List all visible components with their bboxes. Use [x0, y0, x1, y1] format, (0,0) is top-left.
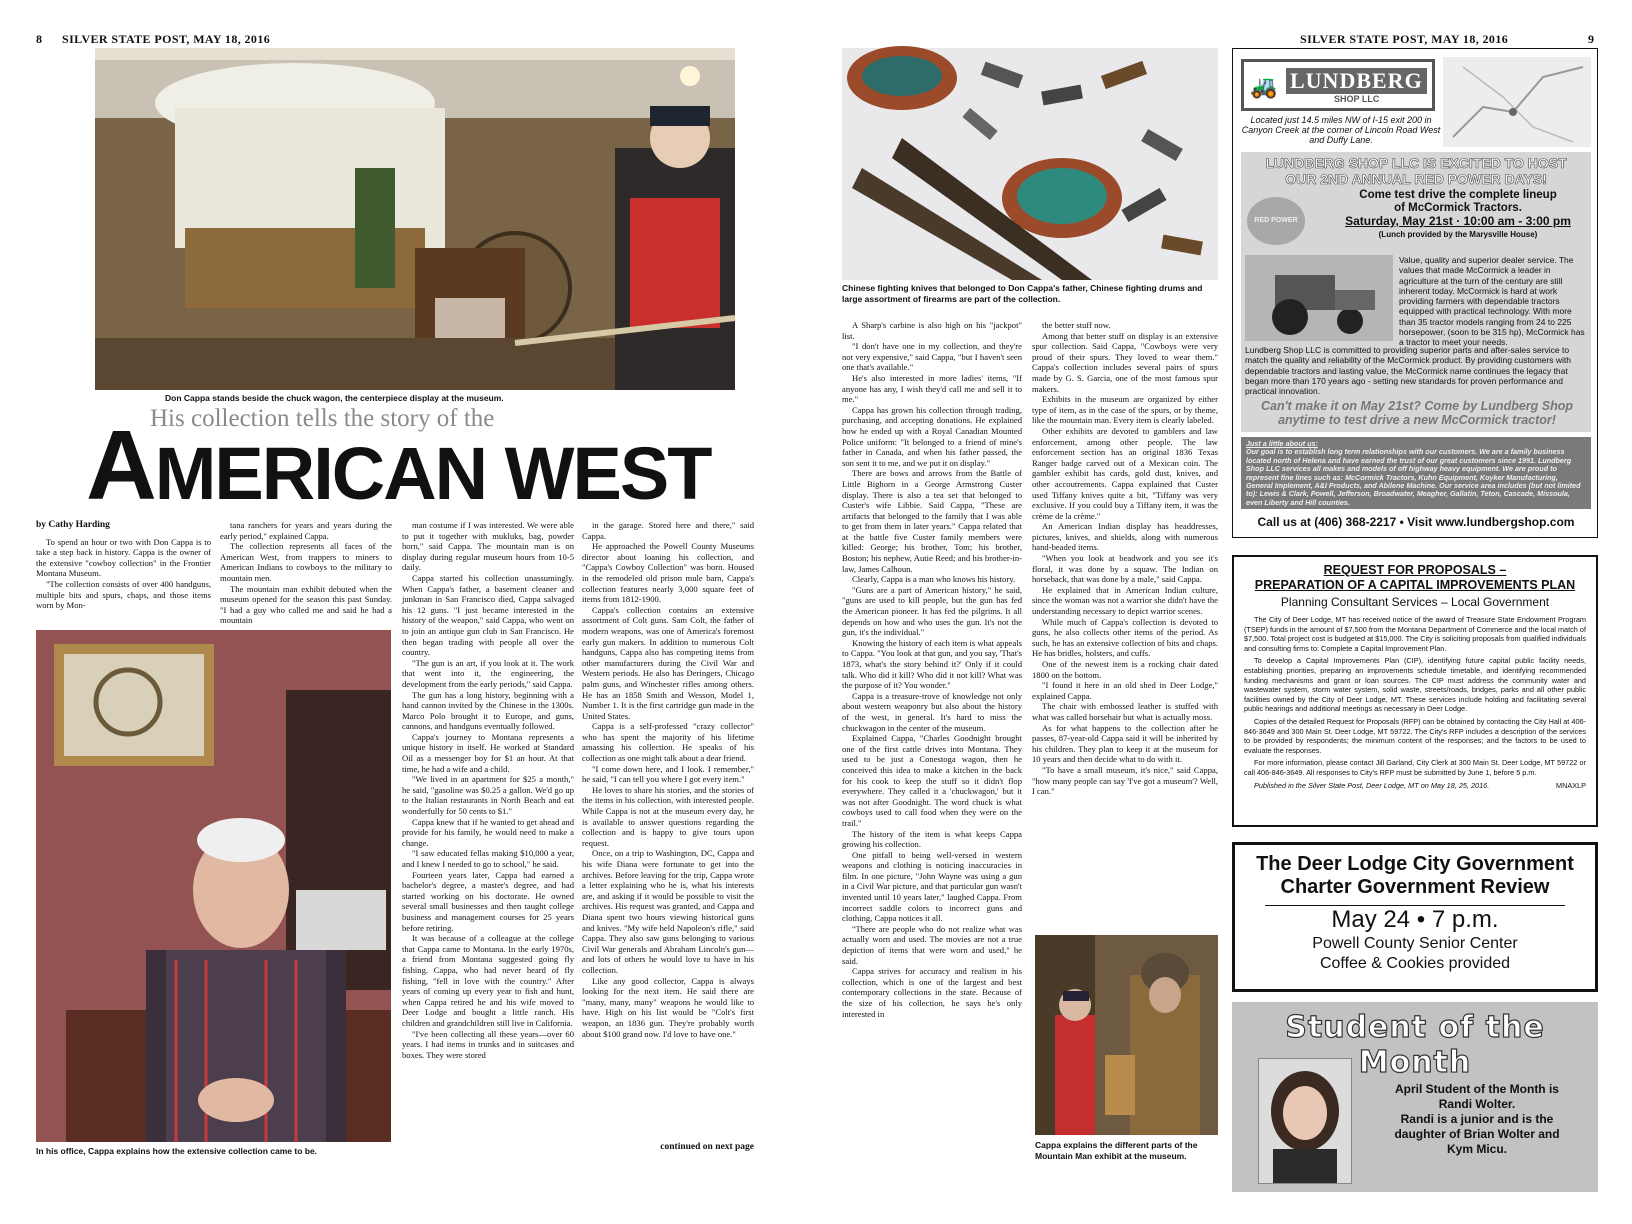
continued-note: continued on next page — [660, 1142, 754, 1152]
paragraph: An American Indian display has headdresses, pictures, knives, and shields, along with numerous hand-beaded items. — [1032, 521, 1218, 553]
paragraph: Exhibits in the museum are organized by either type of item, as in the case of the spurs, or by theme, like the mountain man. Every item is clearly labeled. — [1032, 394, 1218, 426]
student-of-month-box — [1232, 1002, 1598, 1192]
paragraph: "We lived in an apartment for $25 a month," he said, "gasoline was $0.25 a gallon. We'd go up to the Italian restaurants in North Beach and eat wonderfully for 50 cents to $1." — [402, 774, 574, 817]
student-description — [1372, 1082, 1582, 1157]
rfp-title-2: PREPARATION OF A CAPITAL IMPROVEMENTS PLAN — [1254, 578, 1576, 592]
about-text: Our goal is to establish long term relationships with our customers. We are a family business located north of Helena and have earned the trust of our great customers since 1991. Lundberg Shop LLC services all makes and models of off highway heavy equipment. We are proud to represent fine lines such as: McCormick Tractors, Kuhn Equipment, Koyker Manufacturing, General Implement, A&I Products, and Abilene Machine. Our service area includes (but not limited to): Lewis & Clark, Powell, Jefferson, Broadwater, Meagher, Gallatin, Teton, Cascade, Missoula, even Liberty and Hill counties. — [1246, 447, 1581, 507]
student-line: April Student of the Month is — [1395, 1082, 1559, 1096]
paragraph: "I saw educated fellas making $10,000 a year, and I knew I needed to go to school," he said. — [402, 848, 574, 869]
charter-review-ad — [1232, 842, 1598, 992]
article-column-4 — [582, 520, 754, 1142]
paragraph: "I found it here in an old shed in Deer Lodge," explained Cappa. — [1032, 680, 1218, 701]
student-photo — [1258, 1058, 1352, 1184]
charter-title-2: Charter Government Review — [1280, 876, 1550, 898]
ad-about-box — [1241, 437, 1591, 509]
paragraph: Cappa is a self-professed "crazy collector" who has spent the majority of his lifetime amassing his collection. He speaks of his collection as one might talk about a dear friend. — [582, 721, 754, 764]
article-column-5 — [842, 320, 1022, 1165]
rfp-pub-text: Published in the Silver State Post, Deer Lodge, MT on May 18, 25, 2016. — [1254, 780, 1490, 790]
rfp-paragraph: To develop a Capital Improvements Plan (CIP), identifying future capital public facility needs, establishing priorities, preparing an improvements schedule timetable, and identifying recommended funding mechanisms and grant or loan sources. The CIP must address the community water and wastewater system, storm water system, solid waste, streets/roads, bridges, parks and all other public facilities owned by the City of Deer Lodge, MT. These services include holding and facilitating several public hearings and additional meetings as necessary in Deer Lodge. — [1244, 656, 1586, 714]
mountain-man-caption: Cappa explains the different parts of the Mountain Man exhibit at the museum. — [1035, 1140, 1198, 1161]
paragraph: Cappa is a treasure-trove of knowledge not only about western weaponry but also about the history of the west, in general. It's hard to miss the chuckwagon in the center of the museum. — [842, 690, 1022, 733]
ad-body-2: Lundberg Shop LLC is committed to providing superior parts and after-sales service to match the quality and reliability of the McCormick product. By providing customers with dependable tractors and lasting value, the McCormick name continues the legacy that began more than 170 years ago - setting new standards for proven performance and practical innovation. — [1245, 345, 1571, 397]
ad-sub-line2: of McCormick Tractors. — [1394, 202, 1522, 214]
paragraph: Fourteen years later, Cappa had earned a bachelor's degree, a master's degree, and had started working on his doctorate. He owned several small businesses and then taught college business and management courses for 25 years before retiring. — [402, 869, 574, 933]
top-photo-caption: Don Cappa stands beside the chuck wagon, the centerpiece display at the museum. — [165, 393, 504, 403]
byline: by Cathy Harding — [36, 520, 110, 530]
rfp-subtitle: Planning Consultant Services – Local Government — [1280, 595, 1550, 609]
ad-sub-line1: Come test drive the complete lineup — [1359, 189, 1557, 201]
paragraph: The collection represents all faces of the American West, from trappers to miners to American Indians to cowboys to the military to mountain men. — [220, 541, 392, 583]
chuck-wagon-photo — [95, 48, 735, 390]
article-column-6 — [1032, 320, 1218, 925]
paragraph: "The gun is an art, if you look at it. The work that went into it, the engineering, the development from the early periods," said Cappa. — [402, 657, 574, 689]
tractor-icon: 🚜 — [1250, 74, 1278, 99]
page-number-right: 9 — [1588, 32, 1595, 46]
logo-text: LUNDBERG — [1286, 68, 1427, 94]
paragraph: Cappa's journey to Montana represents a unique history in itself. He worked at Standard Oil as a messenger boy for $1 an hour. At that time, he had a wife and a child. — [402, 731, 574, 774]
office-photo-caption: In his office, Cappa explains how the extensive collection came to be. — [36, 1146, 318, 1156]
paragraph: "I don't have one in my collection, and they're not very expensive," said Cappa, "but I haven't seen one that's available." — [842, 341, 1022, 373]
paragraph: Cappa started his collection unassumingly. When Cappa's father, a basement cleaner and junkman in San Francisco died, Cappa salvaged his 12 guns. "I just became interested in the history of the weapon," said Cappa, who went on to join an antique gun club in San Francisco. He then began trading with people all over the country. — [402, 572, 574, 658]
student-title: Student of the Month — [1285, 1010, 1545, 1080]
ad-headline-line2: OUR 2ND ANNUAL RED POWER DAYS! — [1285, 171, 1547, 187]
charter-refreshments: Coffee & Cookies provided — [1319, 955, 1511, 972]
paragraph: It was because of a colleague at the college that Cappa came to Montana. In the early 1970s, a friend from Montana suggested going fly fishing. Cappa, who had never heard of fly fishing, "fell in love with the country." After years of coming up every year to fish and hunt, when Cappa retired he and his wife moved to Deer Lodge and bought a little ranch. His children and grandchildren still live in California. — [402, 933, 574, 1028]
rfp-title-1: REQUEST FOR PROPOSALS – — [1323, 563, 1507, 577]
ad-headline-line1: LUNDBERG SHOP LLC IS EXCITED TO HOST — [1265, 155, 1567, 171]
paragraph: "I've been collecting all these years—over 60 years. I had items in trunks and in suitcases and boxes. They were stored — [402, 1028, 574, 1060]
charter-location: Powell County Senior Center — [1312, 935, 1518, 952]
paragraph: There are bows and arrows from the Battle of Little Bighorn in a George Armstrong Custer display. There is also a tea set that belonged to Custer's wife Libbie. Said Cappa, "These are artifacts that belonged to the family that I was able to get from them in later years." Cappa related that at the battle five Custer family members were killed: George; his brother, Tom; his brother, Boston; his nephew, Autie Reed; and his brother-in-law, James Calhoun. — [842, 468, 1022, 574]
paragraph: in the garage. Stored here and there," said Cappa. — [582, 520, 754, 541]
ad-event-date: Saturday, May 21st · 10:00 am - 3:00 pm — [1345, 214, 1571, 228]
paragraph: tana ranchers for years and years during the early period," explained Cappa. — [220, 520, 392, 541]
paragraph: The history of the item is what keeps Cappa growing his collection. — [842, 828, 1022, 850]
paragraph: He approached the Powell County Museums director about loaning his collection, and "Cappa's Cowboy Collection" was born. Housed in the remodeled old prison mule barn, Cappa's collection features nearly 3,000 square feet of items from 1812-1900. — [582, 541, 754, 605]
article-column-3 — [402, 520, 574, 1152]
paragraph: He's also interested in more ladies' items, "If anyone has any, I wish they'd call me and sell it to me." — [842, 372, 1022, 405]
ad-body-1: Value, quality and superior dealer service. The values that made McCormick a leader in agriculture at the turn of the century are still inherent today. McCormick is hard at work providing farmers with dependable tractors equipped with practical technology. With more than 35 tractor models ranging from 24 to 225 horsepower, (soon to be 315 hp), McCormick has a tractor to meet your needs. — [1399, 255, 1585, 348]
about-title: Just a little about us: — [1246, 439, 1318, 448]
paragraph: The chair with embossed leather is stuffed with what was called horsehair but what is actually moss. — [1032, 701, 1218, 722]
paragraph: "I come down here, and I look. I remember," he said, "I can tell you where I got every item." — [582, 763, 754, 785]
paragraph: He loves to share his stories, and the stories of the items in his collection, with interested people. While Cappa is not at the museum every day, he is available to answer questions regarding the collection and is happy to give tours upon request. — [582, 784, 754, 848]
paragraph: "There are people who do not realize what was actually worn and used. The movies are not a true depiction of items that were worn and used," he said. — [842, 923, 1022, 966]
knives-photo-caption: Chinese fighting knives that belonged to Don Cappa's father, Chinese fighting drums and large assortment of firearms are part of the collection. — [842, 283, 1203, 304]
article-column-2 — [220, 520, 392, 626]
paragraph: man costume if I was interested. We were able to put it together with mukluks, bag, powder horn," said Cappa. The mountain man is on display during regular museum hours from 10-5 daily. — [402, 520, 574, 573]
paragraph: Cappa's collection contains an extensive assortment of Colt guns. Sam Colt, the father of modern weapons, was one of America's foremost early gun makers. In addition to numerous Colt handguns, Cappa also has competing items from other manufacturers during the Civil War and Western periods. He also has Deringers, Chicago palm guns, and Winchester rifles among others. He has an 1858 Smith and Wesson, Model 1, Number 1. It is the first cartridge gun made in the United States. — [582, 604, 754, 721]
paragraph: Cappa strives for accuracy and realism in his collection, which is one of the largest and best contemporary collections in the state. Because of the size of his collection, he says he's only interested in — [842, 966, 1022, 1019]
tractor-photo — [1245, 255, 1393, 341]
article-column-1 — [36, 520, 211, 620]
headline-kicker: His collection tells the story of the — [150, 405, 495, 432]
knives-firearms-photo — [842, 48, 1218, 280]
paragraph: "Guns are a part of American history," he said, "guns are used to kill people, but the gun has fed the American pioneer. It has fed the pilgrims. It all depends on how and who uses the gun. It's not the gun, it's the individual." — [842, 584, 1022, 638]
paragraph: Clearly, Cappa is a man who knows his history. — [852, 574, 1016, 585]
charter-date: May 24 • 7 p.m. — [1331, 906, 1499, 933]
paragraph: Explained Cappa, "Charles Goodnight brought one of the first cattle drives into Montana. They used to be just a Conestoga wagon, then he conceived this idea to make a kitchen in the back for his cook to keep the stuff so it didn't flop everywhere. They called it a 'chuckwagon,' but it was not after Goodnight. The word chuck is what cowboys used to call food when they were on the trail." — [842, 733, 1022, 828]
location-map — [1443, 57, 1591, 147]
ad-location-text: Located just 14.5 miles NW of I-15 exit 200 in Canyon Creek at the corner of Lincoln Road West and Duffy Lane. — [1241, 115, 1441, 145]
paragraph: One pitfall to being well-versed in western weapons and clothing is noticing inaccuracies in film. In one picture, "John Wayne was using a gun in a Civil War picture, and that particular gun wasn't invented until 10 years later," laughed Cappa. From incorrect saddle colors to incorrect guns and clothing, Cappa notices it all. — [842, 849, 1022, 924]
charter-title-1: The Deer Lodge City Government — [1256, 853, 1574, 875]
paragraph: "When you look at beadwork and you see it's floral, it was done by a squaw. The Indian on horseback, that was done by a male," said Cappa. — [1032, 553, 1218, 585]
ad-lunch-note: (Lunch provided by the Marysville House) — [1378, 230, 1538, 239]
student-line: Kym Micu. — [1446, 1142, 1507, 1156]
paragraph: As for what happens to the collection after he passes, 87-year-old Cappa said it will be inherited by his children. They plan to keep it at the museum for 10 years and then decide what to do with it. — [1032, 722, 1218, 765]
ad-cant-make-it: Can't make it on May 21st? Come by Lundberg Shop anytime to test drive a new McCormick tractor! — [1260, 399, 1574, 427]
paragraph: A Sharp's carbine is also high on his "jackpot" list. — [842, 320, 1022, 341]
mountain-man-photo — [1035, 935, 1218, 1135]
paragraph: "To have a small museum, it's nice," said Cappa, "how many people can say 'I've got a museum'? Well, I can." — [1032, 764, 1218, 797]
rfp-paragraph: The City of Deer Lodge, MT has received notice of the award of Treasure State Endowment Program (TSEP) funds in the amount of $7,500 from the Montana Department of Commerce and the local match of $7,500. Total project cost is budgeted at $15,000. The City is soliciting proposals from qualified individuals and consulting firms to: Complete a Capital Improvement Plan. — [1244, 615, 1586, 653]
lundberg-logo — [1241, 59, 1435, 111]
paragraph: The gun has a long history, beginning with a hand cannon invited by the Chinese in the 1300s. Marco Polo brought it to Europe, and guns, cannons, and handguns eventually followed. — [402, 689, 574, 732]
rfp-legal-notice — [1232, 555, 1598, 827]
student-line: Randi is a junior and is the — [1400, 1112, 1554, 1126]
paragraph: To spend an hour or two with Don Cappa is to take a step back in history. Cappa is the owner of the extensive "cowboy collection" in the Frontier Montana Museum. — [36, 536, 211, 579]
paragraph: Cappa knew that if he wanted to get ahead and provide for his family, he would need to make a change. — [402, 816, 574, 848]
paragraph: the better stuff now. — [1042, 320, 1111, 330]
office-photo — [36, 630, 391, 1142]
paragraph: The mountain man exhibit debuted when the museum opened for the season this past Sunday. "I had a guy who called me and said he had a mountain — [220, 583, 392, 626]
rfp-code: MNAXLP — [1555, 780, 1586, 790]
paragraph: Other exhibits are devoted to gamblers and law enforcement, among other people. The law enforcement section has an original 1836 Texas Ranger badge carved out of a Mexican coin. The gambler exhibit has cards, gold dust, knives, and other accoutrements. Cappa explained that Custer used Tiffany knives quite a bit, "Tiffany was very exclusive. If you could buy a Tiffany item, it was the crème de la crème." — [1032, 425, 1218, 521]
paragraph: "The collection consists of over 400 handguns, multiple bits and spurs, chaps, and those items worn by Mon- — [36, 578, 211, 611]
ad-headline — [1241, 155, 1591, 187]
rfp-paragraph: For more information, please contact Jill Garland, City Clerk at 300 Main St. Deer Lodge, MT 59722 or call 406-846-3649. All responses to City's RFP must be submitted by June 1, before 5 p.m. — [1244, 758, 1586, 777]
lundberg-shop-ad — [1232, 48, 1598, 538]
student-line: daughter of Brian Wolter and — [1394, 1127, 1560, 1141]
rfp-paragraph: Copies of the detailed Request for Proposals (RFP) can be obtained by contacting the City Hall at 406-846-3649 and 300 Main St. Deer Lodge, MT 59722. The City's RFP includes a description of the services to be provided by respondents; the minimum content of the responses; and the factors to be used to evaluate the responses. — [1244, 716, 1586, 755]
paragraph: Cappa has grown his collection through trading, purchasing, and accepting donations. He explained how he ended up with a Royal Canadian Mounted Police uniform: "It belonged to a friend of mine's father in Canada, and when his father passed, the son sent it to me, and we put it on display." — [842, 404, 1022, 468]
student-line: Randi Wolter. — [1438, 1097, 1516, 1111]
folio-paper-right: SILVER STATE POST, MAY 18, 2016 — [1300, 32, 1509, 46]
ad-contact-line: Call us at (406) 368-2217 • Visit www.lundbergshop.com — [1257, 515, 1575, 529]
ad-subheadline — [1333, 189, 1583, 241]
paragraph: He explained that in American Indian culture, since the woman was not a warrior she didn't have the understanding necessary to depict warrior scenes. — [1032, 584, 1218, 617]
headline — [86, 410, 711, 520]
paragraph: Once, on a trip to Washington, DC, Cappa and his wife Diana were fortunate to get into the archives. Before leaving for the trip, Cappa wrote a letter explaining who he is, what his interests are, and asking if it would be possible to visit the archives. His request was granted, and Cappa and Diana spent two hours viewing historical guns and knives. "My wife held Napoleon's rifle," said Cappa. They also saw guns belonging to various Civil War generals and Abraham Lincoln's gun—and lots of others he would love to have in his collection. — [582, 848, 754, 975]
rfp-published-line — [1244, 781, 1586, 791]
paragraph: While much of Cappa's collection is devoted to guns, he also collects other items of the period. As such, he has an extensive collection of bits and chaps. He has bridles, holsters, and cuffs. — [1032, 616, 1218, 659]
paragraph: One of the newest item is a rocking chair dated 1800 on the bottom. — [1032, 659, 1218, 680]
red-power-days-badge: RED POWER — [1247, 197, 1305, 245]
page-number-left: 8 — [36, 32, 43, 46]
logo-subtext: SHOP LLC — [1334, 94, 1380, 104]
paragraph: Among that better stuff on display is an extensive spur collection. Said Cappa, "Cowboys were very proud of their spurs. They loved to wear them." Cappa's collection includes several pairs of spurs made by G. S. Garcia, one of the most famous spur makers. — [1032, 330, 1218, 394]
paragraph: Like any good collector, Cappa is always looking for the next item. He said there are "many, many, many" weapons he would like to have. High on his list would be "Colt's first weapon, an 1836 gun. They're probably worth about $100 grand now. I'd love to have one." — [582, 975, 754, 1039]
headline-rest: MERICAN WEST — [154, 432, 711, 515]
paragraph: Knowing the history of each item is what appeals to Cappa. "You look at that gun, and you say, 'That's 1873, what's the story behind it?' Only if it could talk. Who did it kill? Who did it not kill? What was the purpose of it? You wonder." — [842, 637, 1022, 691]
headline-initial: A — [86, 410, 155, 520]
folio-paper-left: SILVER STATE POST, MAY 18, 2016 — [62, 32, 271, 46]
